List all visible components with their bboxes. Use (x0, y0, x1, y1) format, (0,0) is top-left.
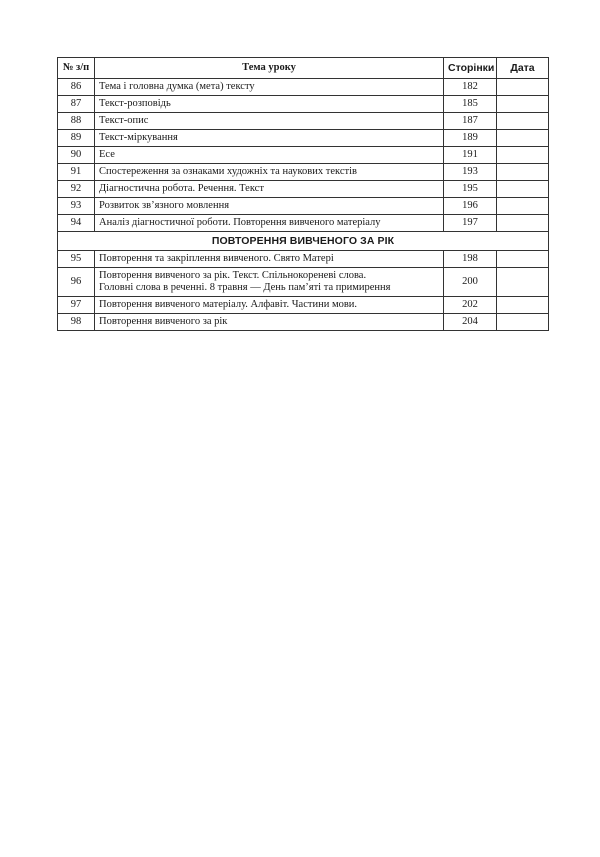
row-date[interactable] (497, 215, 549, 232)
section-title: ПОВТОРЕННЯ ВИВЧЕНОГО ЗА РІК (58, 232, 549, 251)
row-date[interactable] (497, 314, 549, 331)
header-number: № з/п (58, 58, 95, 79)
header-pages: Сторінки (444, 58, 497, 79)
row-number: 90 (58, 147, 95, 164)
row-number: 97 (58, 297, 95, 314)
row-pages: 198 (444, 251, 497, 268)
row-pages: 202 (444, 297, 497, 314)
table-row (58, 215, 549, 232)
row-topic-line: Повторення вивченого матеріалу. Алфавіт. Частини мови. (99, 299, 358, 310)
table-row (58, 96, 549, 113)
row-number: 98 (58, 314, 95, 331)
table-row (58, 147, 549, 164)
row-number: 91 (58, 164, 95, 181)
row-pages: 185 (444, 96, 497, 113)
row-date[interactable] (497, 96, 549, 113)
row-number: 93 (58, 198, 95, 215)
row-topic: Текст-опис (95, 113, 444, 130)
row-topic: Спостереження за ознаками художніх та наукових текстів (95, 164, 444, 181)
row-pages: 187 (444, 113, 497, 130)
table-header-row (58, 58, 549, 79)
row-topic (95, 314, 444, 331)
row-pages: 200 (444, 268, 497, 297)
row-date[interactable] (497, 251, 549, 268)
row-number: 88 (58, 113, 95, 130)
table-row (58, 297, 549, 314)
row-number: 89 (58, 130, 95, 147)
row-topic-line: Повторення вивченого за рік. Текст. Спільнокореневі слова. (99, 270, 367, 281)
table-row (58, 314, 549, 331)
table-row (58, 79, 549, 96)
row-date[interactable] (497, 181, 549, 198)
row-pages: 197 (444, 215, 497, 232)
table-row (58, 251, 549, 268)
row-pages: 195 (444, 181, 497, 198)
row-topic: Аналіз діагностичної роботи. Повторення вивченого матеріалу (95, 215, 444, 232)
row-topic: Есе (95, 147, 444, 164)
row-number: 95 (58, 251, 95, 268)
table-row (58, 268, 549, 297)
table-row (58, 113, 549, 130)
row-pages: 193 (444, 164, 497, 181)
row-topic: Текст-міркування (95, 130, 444, 147)
lesson-table (57, 57, 549, 331)
row-topic: Діагностична робота. Речення. Текст (95, 181, 444, 198)
row-topic-line: Повторення вивченого за рік (99, 316, 228, 327)
row-number: 96 (58, 268, 95, 297)
row-number: 87 (58, 96, 95, 113)
row-topic (95, 268, 444, 297)
row-pages: 196 (444, 198, 497, 215)
row-date[interactable] (497, 198, 549, 215)
row-topic-line: Повторення та закріплення вивченого. Свято Матері (99, 253, 334, 264)
table-row (58, 198, 549, 215)
row-topic: Текст-розповідь (95, 96, 444, 113)
row-date[interactable] (497, 130, 549, 147)
table-row (58, 181, 549, 198)
row-date[interactable] (497, 297, 549, 314)
row-pages: 189 (444, 130, 497, 147)
section-row (58, 232, 549, 251)
table-row (58, 130, 549, 147)
row-number: 94 (58, 215, 95, 232)
row-date[interactable] (497, 268, 549, 297)
row-topic-line: Головні слова в реченні. 8 травня — День пам’яті та примирення (99, 282, 391, 293)
row-topic (95, 297, 444, 314)
row-topic (95, 251, 444, 268)
header-topic: Тема уроку (95, 58, 444, 79)
table-row (58, 164, 549, 181)
row-pages: 182 (444, 79, 497, 96)
row-topic: Розвиток зв’язного мовлення (95, 198, 444, 215)
row-number: 86 (58, 79, 95, 96)
row-date[interactable] (497, 79, 549, 96)
lesson-plan-sheet (57, 57, 548, 331)
row-topic: Тема і головна думка (мета) тексту (95, 79, 444, 96)
row-date[interactable] (497, 147, 549, 164)
header-date: Дата (497, 58, 549, 79)
row-date[interactable] (497, 164, 549, 181)
row-date[interactable] (497, 113, 549, 130)
row-pages: 191 (444, 147, 497, 164)
row-number: 92 (58, 181, 95, 198)
row-pages: 204 (444, 314, 497, 331)
